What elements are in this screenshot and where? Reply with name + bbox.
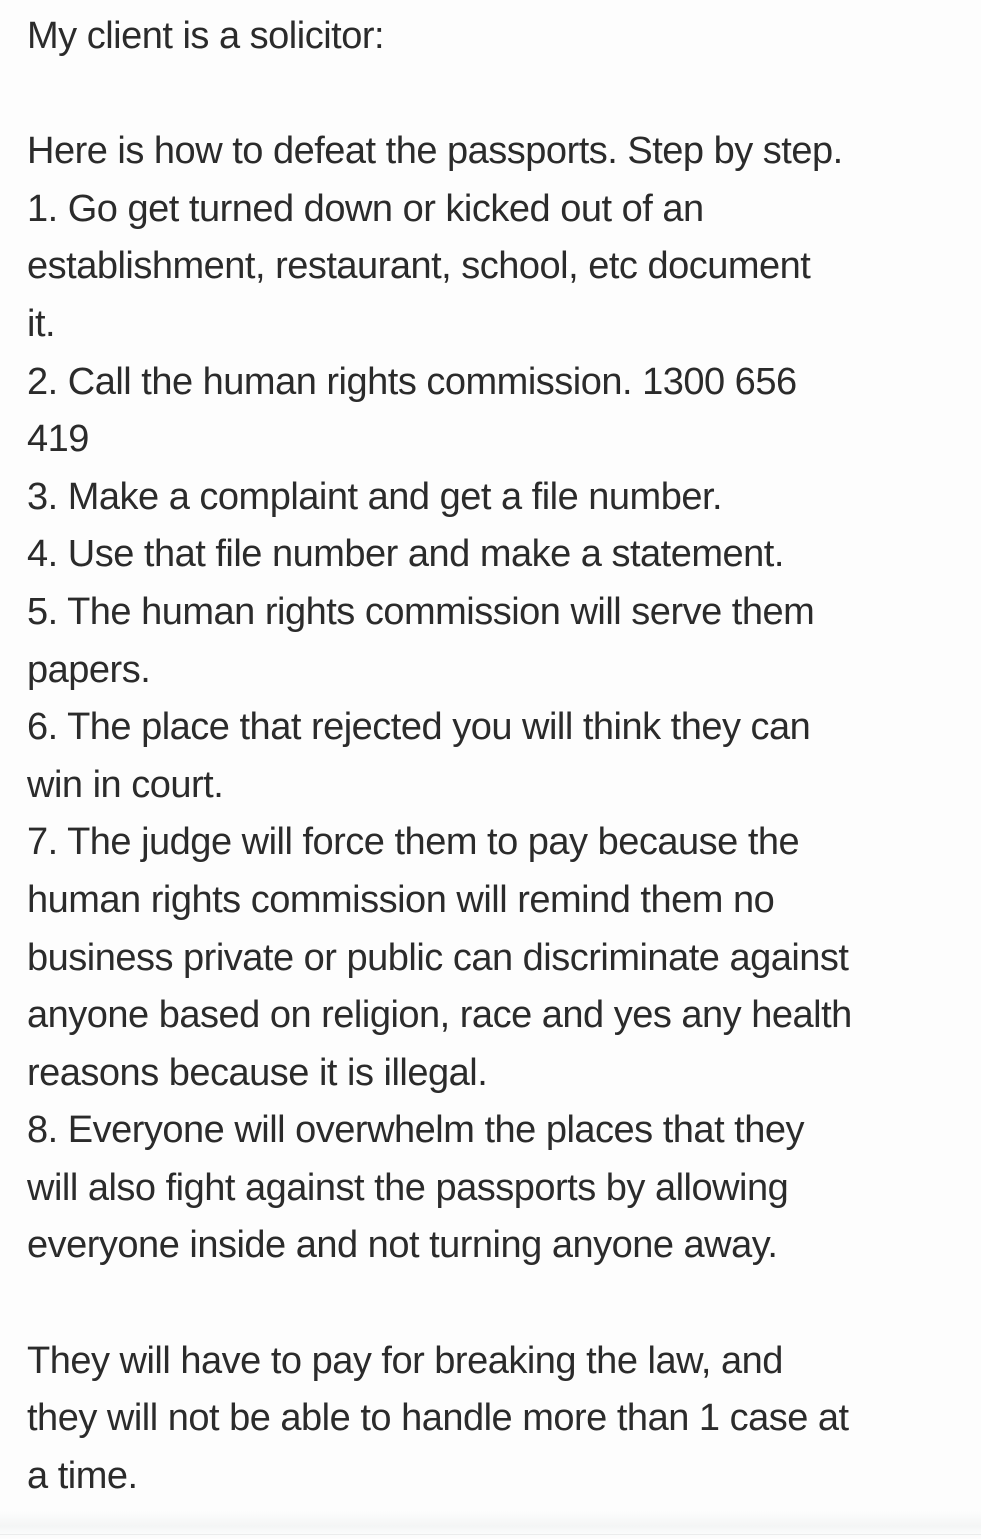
text-line: 3. Make a complaint and get a file number.	[27, 475, 723, 518]
text-line: reasons because it is illegal.	[27, 1051, 488, 1094]
text-line: win in court.	[27, 763, 224, 806]
text-line: 5. The human rights commission will serve them	[27, 590, 815, 633]
text-line: 1. Go get turned down or kicked out of an	[27, 187, 704, 230]
text-line: Here is how to defeat the passports. Step by step.	[27, 130, 843, 173]
text-line: establishment, restaurant, school, etc document	[27, 245, 811, 288]
text-line: 8. Everyone will overwhelm the places that they	[27, 1109, 805, 1152]
text-line: 4. Use that file number and make a statement.	[27, 533, 784, 576]
text-line: a time.	[27, 1454, 138, 1497]
paragraph-intro	[27, 8, 961, 66]
text-line: 7. The judge will force them to pay because the	[27, 821, 800, 864]
bottom-edge-shadow	[0, 1511, 981, 1539]
text-line: business private or public can discriminate against	[27, 936, 849, 979]
paragraph-steps	[27, 123, 961, 1275]
text-line: 6. The place that rejected you will think they can	[27, 706, 811, 749]
text-line: 2. Call the human rights commission. 1300 656	[27, 360, 797, 403]
text-line: it.	[27, 302, 56, 345]
text-line: My client is a solicitor:	[27, 15, 385, 57]
text-line: papers.	[27, 648, 151, 691]
paragraph-conclusion	[27, 1333, 961, 1506]
text-line: everyone inside and not turning anyone away.	[27, 1224, 778, 1267]
text-line: human rights commission will remind them no	[27, 878, 775, 921]
text-line: 419	[27, 418, 89, 461]
text-line: they will not be able to handle more than 1 case at	[27, 1397, 849, 1440]
text-line: anyone based on religion, race and yes any health	[27, 994, 852, 1037]
text-line: will also fight against the passports by allowing	[27, 1166, 789, 1209]
text-line: They will have to pay for breaking the law, and	[27, 1339, 783, 1382]
bottom-divider	[0, 1534, 981, 1535]
